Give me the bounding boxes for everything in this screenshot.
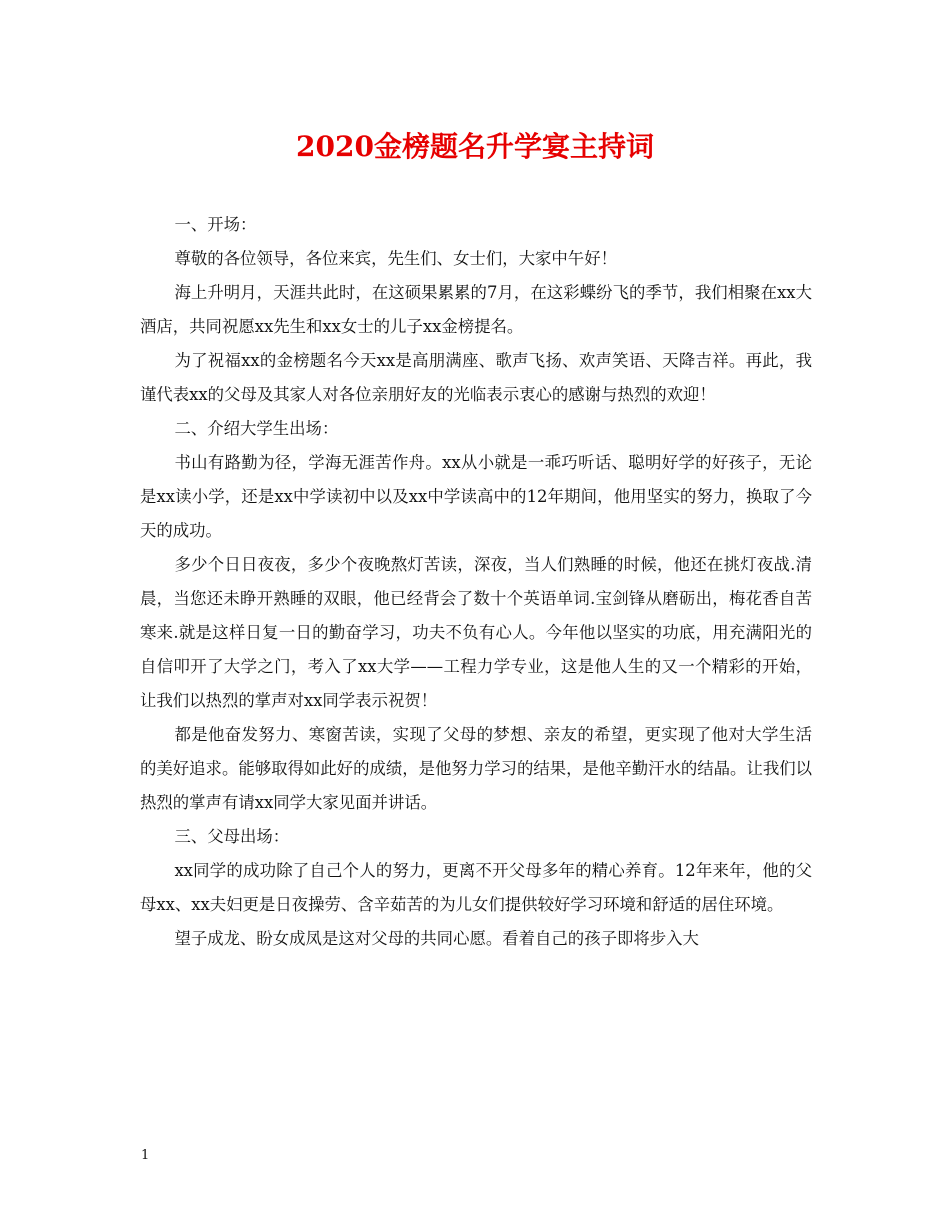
paragraph: 海上升明月，天涯共此时，在这硕果累累的7月，在这彩蝶纷飞的季节，我们相聚在xx大酒店，共同祝愿xx先生和xx女士的儿子xx金榜提名。 xyxy=(140,283,812,336)
paragraph: 为了祝福xx的金榜题名今天xx是高朋满座、歌声飞扬、欢声笑语、天降吉祥。再此，我谨代表xx的父母及其家人对各位亲朋好友的光临表示衷心的感谢与热烈的欢迎！ xyxy=(140,351,812,404)
paragraph: xx同学的成功除了自己个人的努力，更离不开父母多年的精心养育。12年来年，他的父母xx、xx夫妇更是日夜操劳、含辛茹苦的为儿女们提供较好学习环境和舒适的居住环境。 xyxy=(140,861,812,914)
paragraph: 都是他奋发努力、寒窗苦读，实现了父母的梦想、亲友的希望，更实现了他对大学生活的美好追求。能够取得如此好的成绩，是他努力学习的结果，是他辛勤汗水的结晶。让我们以热烈的掌声有请xx同学大家见面并讲话。 xyxy=(140,725,813,812)
paragraph: 尊敬的各位领导，各位来宾，先生们、女士们，大家中午好！ xyxy=(174,249,617,268)
paragraph: 三、父母出场： xyxy=(174,827,290,846)
paragraph: 一、开场： xyxy=(174,215,257,234)
paragraph: 二、介绍大学生出场： xyxy=(174,419,339,438)
page-number: 1 xyxy=(141,1148,150,1163)
document-title: 2020金榜题名升学宴主持词 xyxy=(296,130,654,163)
document-body xyxy=(140,208,812,956)
paragraph: 望子成龙、盼女成凤是这对父母的共同心愿。看着自己的孩子即将步入大 xyxy=(174,929,699,948)
paragraph: 多少个日日夜夜，多少个夜晚熬灯苦读，深夜，当人们熟睡的时候，他还在挑灯夜战.清晨，当您还未睁开熟睡的双眼，他已经背会了数十个英语单词.宝剑锋从磨砺出，梅花香自苦寒来.就是这样日复一日的勤奋学习，功夫不负有心人。今年他以坚实的功底，用充满阳光的自信叩开了大学之门，考入了xx大学——工程力学专业，这是他人生的又一个精彩的开始，让我们以热烈的掌声对xx同学表示祝贺！ xyxy=(140,555,812,710)
paragraph: 书山有路勤为径，学海无涯苦作舟。xx从小就是一乖巧听话、聪明好学的好孩子，无论是xx读小学，还是xx中学读初中以及xx中学读高中的12年期间，他用坚实的努力，换取了今天的成功。 xyxy=(140,453,812,540)
